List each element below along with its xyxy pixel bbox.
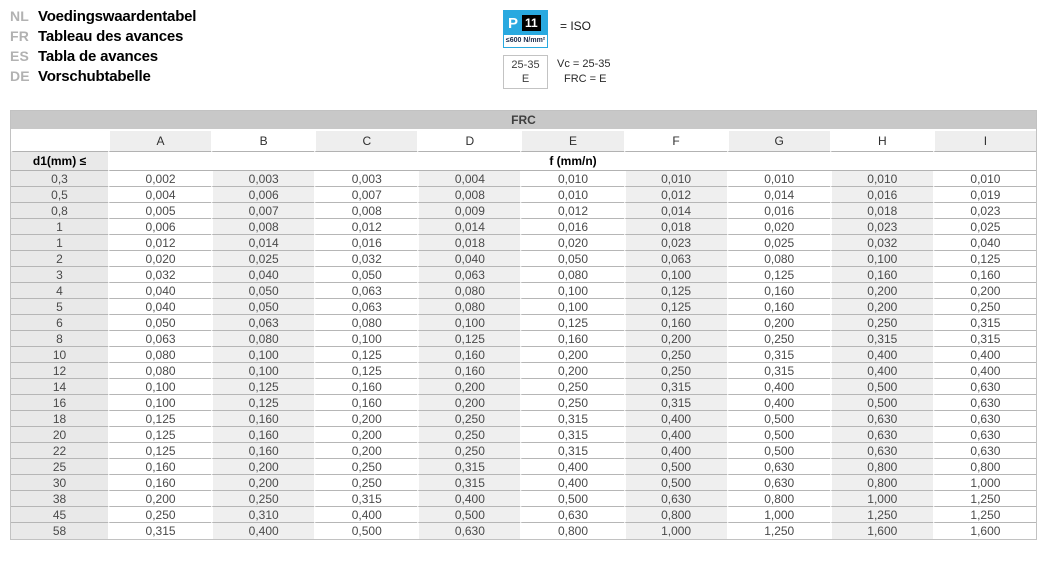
column-header-A: A: [108, 131, 211, 152]
feed-cell: 0,016: [520, 219, 623, 235]
table-row: [11, 475, 1036, 491]
diameter-cell: 10: [11, 347, 108, 363]
feed-cell: 0,630: [830, 443, 933, 459]
feed-cell: 0,006: [108, 219, 211, 235]
feed-cell: 0,200: [520, 347, 623, 363]
diameter-cell: 16: [11, 395, 108, 411]
feed-cell: 0,025: [727, 235, 830, 251]
diameter-cell: 2: [11, 251, 108, 267]
feed-cell: 0,012: [314, 219, 417, 235]
feed-cell: 0,400: [211, 523, 314, 539]
page-title-fr: Tableau des avances: [38, 28, 184, 45]
feed-cell: 0,018: [417, 235, 520, 251]
feed-cell: 0,250: [624, 347, 727, 363]
feed-cell: 0,500: [624, 459, 727, 475]
feed-cell: 0,630: [830, 427, 933, 443]
feed-cell: 0,100: [108, 395, 211, 411]
feed-cell: 0,250: [417, 427, 520, 443]
feed-cell: 0,800: [933, 459, 1036, 475]
feed-cell: 0,160: [727, 283, 830, 299]
feed-cell: 0,400: [727, 395, 830, 411]
feed-cell: 0,010: [520, 187, 623, 203]
iso-group-letter: P: [508, 14, 519, 32]
column-header-B: B: [211, 131, 314, 152]
diameter-cell: 22: [11, 443, 108, 459]
feed-cell: 1,250: [830, 507, 933, 523]
feed-cell: 0,063: [314, 299, 417, 315]
feed-cell: 0,009: [417, 203, 520, 219]
feed-cell: 0,004: [108, 187, 211, 203]
feed-cell: 0,315: [520, 443, 623, 459]
feed-cell: 0,200: [211, 459, 314, 475]
feed-cell: 0,315: [624, 379, 727, 395]
column-header-F: F: [624, 131, 727, 152]
page-title-de: Vorschubtabelle: [38, 68, 151, 85]
feed-cell: 0,800: [830, 475, 933, 491]
feed-cell: 0,040: [108, 299, 211, 315]
feed-cell: 0,630: [624, 491, 727, 507]
feed-cell: 0,315: [520, 411, 623, 427]
tensile-strength-label: ≤600 N/mm²: [504, 35, 547, 47]
feed-cell: 0,050: [211, 299, 314, 315]
feed-cell: 0,160: [520, 331, 623, 347]
feed-cell: 0,100: [830, 251, 933, 267]
feed-cell: 0,400: [520, 459, 623, 475]
table-row: [11, 251, 1036, 267]
frc-legend-line: FRC = E: [564, 73, 607, 85]
feed-cell: 0,250: [520, 395, 623, 411]
feed-cell: 0,100: [624, 267, 727, 283]
feed-cell: 0,160: [624, 315, 727, 331]
feed-cell: 0,040: [933, 235, 1036, 251]
feed-cell: 0,315: [417, 459, 520, 475]
feed-cell: 0,063: [108, 331, 211, 347]
feed-cell: 0,400: [830, 363, 933, 379]
table-row: [11, 507, 1036, 523]
table-row: [11, 491, 1036, 507]
feed-cell: 0,010: [933, 171, 1036, 187]
feed-cell: 0,125: [108, 443, 211, 459]
vc-frc-legend: [557, 57, 611, 87]
feed-cell: 0,800: [624, 507, 727, 523]
feed-cell: 0,012: [520, 203, 623, 219]
feed-cell: 0,160: [108, 475, 211, 491]
feed-cell: 0,014: [211, 235, 314, 251]
feed-cell: 0,160: [314, 395, 417, 411]
feed-cell: 0,500: [830, 395, 933, 411]
feed-cell: 0,160: [417, 347, 520, 363]
table-row: [11, 171, 1036, 187]
feed-cell: 0,250: [314, 475, 417, 491]
diameter-cell: 1: [11, 219, 108, 235]
language-code-nl: NL: [10, 8, 30, 24]
feed-cell: 0,160: [108, 459, 211, 475]
frc-title: FRC: [11, 111, 1036, 131]
diameter-cell: 0,8: [11, 203, 108, 219]
feed-cell: 0,400: [314, 507, 417, 523]
diameter-cell: 30: [11, 475, 108, 491]
feed-cell: 0,125: [108, 427, 211, 443]
feed-cell: 0,010: [624, 171, 727, 187]
table-row: [11, 363, 1036, 379]
feed-cell: 1,600: [830, 523, 933, 539]
feed-cell: 0,016: [314, 235, 417, 251]
diameter-cell: 3: [11, 267, 108, 283]
feed-cell: 0,080: [417, 283, 520, 299]
feed-cell: 0,023: [933, 203, 1036, 219]
feed-cell: 0,004: [417, 171, 520, 187]
feed-cell: 0,080: [314, 315, 417, 331]
feed-cell: 0,400: [520, 475, 623, 491]
feed-cell: 0,010: [727, 171, 830, 187]
subheader-row: [11, 152, 1036, 171]
diameter-cell: 4: [11, 283, 108, 299]
diameter-cell: 5: [11, 299, 108, 315]
feed-cell: 0,023: [830, 219, 933, 235]
diameter-cell: 12: [11, 363, 108, 379]
feed-cell: 0,032: [314, 251, 417, 267]
language-code-fr: FR: [10, 28, 30, 44]
column-header-H: H: [830, 131, 933, 152]
iso-group-number: 11: [522, 15, 541, 31]
diameter-cell: 0,3: [11, 171, 108, 187]
feed-cell: 0,063: [417, 267, 520, 283]
column-header-E: E: [520, 131, 623, 152]
feed-cell: 0,315: [933, 331, 1036, 347]
feed-cell: 0,400: [624, 427, 727, 443]
feed-cell: 0,400: [417, 491, 520, 507]
feed-cell: 0,200: [211, 475, 314, 491]
feed-cell: 1,600: [933, 523, 1036, 539]
feed-cell: 0,080: [108, 363, 211, 379]
feed-cell: 0,315: [108, 523, 211, 539]
feed-cell: 0,005: [108, 203, 211, 219]
title-block: [10, 8, 196, 88]
feed-cell: 1,000: [727, 507, 830, 523]
feed-cell: 0,050: [520, 251, 623, 267]
feed-cell: 0,200: [830, 299, 933, 315]
feed-cell: 0,400: [624, 443, 727, 459]
feed-unit-header: f (mm/n): [108, 152, 1036, 171]
feed-cell: 0,315: [417, 475, 520, 491]
feed-cell: 0,200: [417, 379, 520, 395]
corner-cell: [11, 131, 108, 152]
feed-cell: 0,018: [830, 203, 933, 219]
feed-cell: 0,200: [624, 331, 727, 347]
column-header-C: C: [314, 131, 417, 152]
feed-cell: 0,012: [108, 235, 211, 251]
feed-cell: 0,007: [314, 187, 417, 203]
vc-legend-line: Vc = 25-35: [557, 58, 611, 70]
feed-cell: 0,020: [108, 251, 211, 267]
vc-range-value: 25-35: [511, 59, 540, 71]
feed-cell: 0,080: [727, 251, 830, 267]
feed-cell: 0,400: [624, 411, 727, 427]
feed-cell: 0,250: [211, 491, 314, 507]
feed-cell: 0,400: [933, 347, 1036, 363]
feed-cell: 0,200: [314, 443, 417, 459]
feed-cell: 0,250: [417, 411, 520, 427]
diameter-cell: 14: [11, 379, 108, 395]
feed-cell: 0,050: [314, 267, 417, 283]
feed-cell: 0,200: [417, 395, 520, 411]
table-row: [11, 395, 1036, 411]
diameter-cell: 6: [11, 315, 108, 331]
table-row: [11, 523, 1036, 539]
table-row: [11, 331, 1036, 347]
feed-cell: 0,160: [314, 379, 417, 395]
diameter-cell: 58: [11, 523, 108, 539]
feed-cell: 0,080: [211, 331, 314, 347]
feed-cell: 0,160: [211, 411, 314, 427]
feed-cell: 0,014: [624, 203, 727, 219]
table-row: [11, 315, 1036, 331]
diameter-cell: 1: [11, 235, 108, 251]
feed-cell: 0,032: [108, 267, 211, 283]
feed-cell: 0,400: [727, 379, 830, 395]
feed-cell: 0,100: [520, 299, 623, 315]
iso-material-badge-top: [504, 11, 547, 35]
frc-code-value: E: [521, 73, 530, 85]
feed-cell: 0,125: [933, 251, 1036, 267]
column-header-D: D: [417, 131, 520, 152]
title-row-nl: [10, 8, 196, 28]
feed-cell: 0,315: [933, 315, 1036, 331]
page-title-nl: Voedingswaardentabel: [38, 8, 197, 25]
feed-cell: 0,125: [520, 315, 623, 331]
feed-cell: 0,800: [830, 459, 933, 475]
feed-cell: 0,008: [211, 219, 314, 235]
feed-cell: 0,003: [314, 171, 417, 187]
feed-cell: 0,160: [933, 267, 1036, 283]
feed-cell: 0,500: [520, 491, 623, 507]
iso-equals-label: = ISO: [560, 19, 592, 33]
table-row: [11, 443, 1036, 459]
feed-cell: 0,400: [830, 347, 933, 363]
feed-cell: 0,125: [417, 331, 520, 347]
table-row: [11, 299, 1036, 315]
diameter-cell: 18: [11, 411, 108, 427]
feed-table-body: [11, 171, 1036, 539]
feed-cell: 0,018: [624, 219, 727, 235]
table-row: [11, 235, 1036, 251]
table-row: [11, 219, 1036, 235]
feed-cell: 1,000: [624, 523, 727, 539]
iso-material-badge: [503, 10, 548, 48]
feed-cell: 0,125: [727, 267, 830, 283]
feed-cell: 0,100: [520, 283, 623, 299]
feed-cell: 0,160: [727, 299, 830, 315]
feed-cell: 0,003: [211, 171, 314, 187]
feed-cell: 0,040: [417, 251, 520, 267]
feed-cell: 0,250: [314, 459, 417, 475]
feed-cell: 0,250: [520, 379, 623, 395]
feed-cell: 0,023: [624, 235, 727, 251]
feed-cell: 1,250: [933, 507, 1036, 523]
feed-cell: 0,063: [624, 251, 727, 267]
feed-cell: 0,250: [933, 299, 1036, 315]
feed-cell: 0,800: [727, 491, 830, 507]
feed-cell: 0,630: [727, 459, 830, 475]
feed-cell: 0,500: [314, 523, 417, 539]
feed-cell: 0,315: [520, 427, 623, 443]
feed-cell: 0,020: [520, 235, 623, 251]
feed-cell: 0,630: [933, 395, 1036, 411]
feed-cell: 0,007: [211, 203, 314, 219]
feed-cell: 1,000: [830, 491, 933, 507]
feed-cell: 0,200: [520, 363, 623, 379]
frc-title-row: [11, 111, 1036, 131]
feed-cell: 0,250: [830, 315, 933, 331]
feed-cell: 0,160: [211, 427, 314, 443]
feed-cell: 0,125: [624, 283, 727, 299]
feed-cell: 0,025: [211, 251, 314, 267]
feed-cell: 0,125: [211, 379, 314, 395]
feed-cell: 0,006: [211, 187, 314, 203]
feed-cell: 0,100: [211, 363, 314, 379]
feed-cell: 0,010: [520, 171, 623, 187]
feed-cell: 1,250: [933, 491, 1036, 507]
feed-cell: 0,500: [727, 427, 830, 443]
table-row: [11, 187, 1036, 203]
feed-cell: 0,315: [830, 331, 933, 347]
page-title-es: Tabla de avances: [38, 48, 158, 65]
feed-cell: 0,500: [624, 475, 727, 491]
feed-cell: 0,315: [727, 363, 830, 379]
diameter-cell: 0,5: [11, 187, 108, 203]
feed-cell: 0,010: [830, 171, 933, 187]
column-header-I: I: [933, 131, 1036, 152]
feed-table-frame: [10, 110, 1037, 540]
feed-cell: 0,315: [624, 395, 727, 411]
feed-cell: 0,200: [108, 491, 211, 507]
table-row: [11, 459, 1036, 475]
diameter-cell: 20: [11, 427, 108, 443]
feed-cell: 0,630: [933, 427, 1036, 443]
feed-cell: 0,630: [933, 443, 1036, 459]
diameter-header: d1(mm) ≤: [11, 152, 108, 171]
diameter-cell: 38: [11, 491, 108, 507]
table-row: [11, 379, 1036, 395]
feed-cell: 0,630: [727, 475, 830, 491]
feed-cell: 0,500: [727, 411, 830, 427]
feed-cell: 0,200: [727, 315, 830, 331]
feed-cell: 0,032: [830, 235, 933, 251]
feed-cell: 0,200: [314, 427, 417, 443]
feed-cell: 0,630: [520, 507, 623, 523]
feed-cell: 0,125: [314, 347, 417, 363]
feed-cell: 0,250: [108, 507, 211, 523]
feed-cell: 0,100: [417, 315, 520, 331]
table-row: [11, 411, 1036, 427]
table-row: [11, 427, 1036, 443]
feed-cell: 0,008: [417, 187, 520, 203]
feed-cell: 0,800: [520, 523, 623, 539]
title-row-fr: [10, 28, 196, 48]
feed-cell: 0,125: [624, 299, 727, 315]
table-row: [11, 267, 1036, 283]
feed-cell: 0,100: [108, 379, 211, 395]
feed-cell: 0,500: [417, 507, 520, 523]
feed-cell: 0,080: [417, 299, 520, 315]
feed-cell: 0,016: [727, 203, 830, 219]
feed-cell: 1,000: [933, 475, 1036, 491]
feed-cell: 0,125: [314, 363, 417, 379]
feed-cell: 0,630: [933, 411, 1036, 427]
column-header-G: G: [727, 131, 830, 152]
feed-table: [11, 111, 1036, 539]
vc-frc-badge: [503, 55, 548, 89]
feed-cell: 0,050: [108, 315, 211, 331]
diameter-cell: 8: [11, 331, 108, 347]
feed-cell: 0,400: [933, 363, 1036, 379]
feed-cell: 0,125: [211, 395, 314, 411]
feed-cell: 0,012: [624, 187, 727, 203]
title-row-es: [10, 48, 196, 68]
feed-cell: 0,016: [830, 187, 933, 203]
table-row: [11, 347, 1036, 363]
feed-cell: 0,200: [830, 283, 933, 299]
feed-cell: 0,014: [417, 219, 520, 235]
feed-cell: 0,160: [211, 443, 314, 459]
feed-cell: 0,250: [417, 443, 520, 459]
diameter-cell: 25: [11, 459, 108, 475]
feed-cell: 0,025: [933, 219, 1036, 235]
feed-cell: 0,160: [417, 363, 520, 379]
feed-cell: 0,020: [727, 219, 830, 235]
feed-cell: 0,200: [314, 411, 417, 427]
feed-cell: 0,500: [727, 443, 830, 459]
feed-cell: 0,063: [314, 283, 417, 299]
diameter-cell: 45: [11, 507, 108, 523]
feed-cell: 0,315: [314, 491, 417, 507]
feed-cell: 0,200: [933, 283, 1036, 299]
feed-cell: 0,040: [108, 283, 211, 299]
feed-cell: 0,080: [520, 267, 623, 283]
feed-cell: 0,310: [211, 507, 314, 523]
title-row-de: [10, 68, 196, 88]
language-code-de: DE: [10, 68, 30, 84]
feed-cell: 0,630: [933, 379, 1036, 395]
feed-cell: 0,250: [624, 363, 727, 379]
feed-cell: 0,315: [727, 347, 830, 363]
feed-cell: 0,080: [108, 347, 211, 363]
table-row: [11, 203, 1036, 219]
feed-cell: 0,008: [314, 203, 417, 219]
column-header-row: [11, 131, 1036, 152]
feed-cell: 0,050: [211, 283, 314, 299]
feed-cell: 0,014: [727, 187, 830, 203]
feed-cell: 0,500: [830, 379, 933, 395]
feed-cell: 0,040: [211, 267, 314, 283]
language-code-es: ES: [10, 48, 30, 64]
feed-cell: 0,100: [211, 347, 314, 363]
badge-area: [503, 10, 611, 85]
feed-cell: 0,630: [417, 523, 520, 539]
feed-cell: 0,063: [211, 315, 314, 331]
feed-cell: 0,630: [830, 411, 933, 427]
feed-cell: 0,002: [108, 171, 211, 187]
feed-cell: 1,250: [727, 523, 830, 539]
feed-cell: 0,100: [314, 331, 417, 347]
feed-cell: 0,250: [727, 331, 830, 347]
feed-cell: 0,160: [830, 267, 933, 283]
feed-cell: 0,019: [933, 187, 1036, 203]
feed-cell: 0,125: [108, 411, 211, 427]
table-row: [11, 283, 1036, 299]
